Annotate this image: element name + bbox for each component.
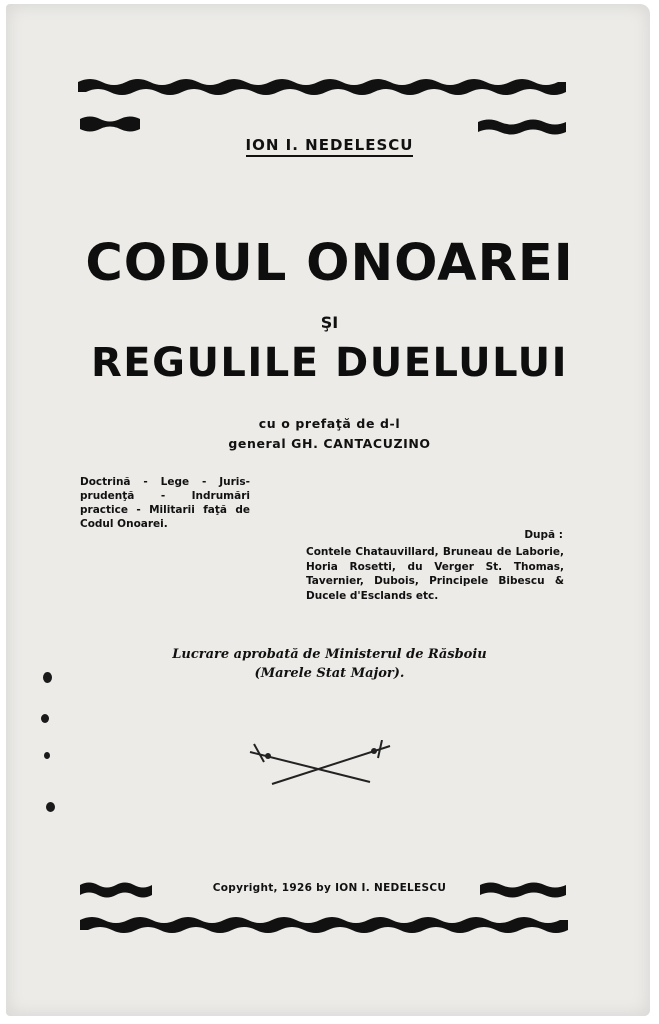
bottom-wave-border: [80, 914, 568, 936]
binding-hole: [46, 802, 55, 812]
sources-label: După :: [524, 529, 563, 541]
approval-line-1: Lucrare aprobată de Ministerul de Răsboiu: [172, 647, 487, 662]
top-left-wave: [80, 114, 140, 134]
preface-line-2: general GH. CANTACUZINO: [228, 436, 431, 451]
sources-list: Contele Chatauvillard, Bruneau de Laborie, Horia Rosetti, du Verger St. Thomas, Tavernier, Dubois, Principele Bibescu & Ducele d'Esclands etc.: [306, 546, 564, 602]
approval-line-2: (Marele Stat Major).: [254, 666, 405, 681]
doctrine-summary: Doctrină - Lege - Juris- prudenţă - Indrumări practice - Militarii faţă de Codul Onoarei.: [80, 476, 250, 530]
copyright-notice: Copyright, 1926 by ION I. NEDELESCU: [212, 882, 447, 894]
approval-note: [0, 645, 659, 683]
preface-credit: [0, 414, 659, 454]
title-line-2: REGULILE DUELULUI: [90, 340, 569, 386]
author-name: ION I. NEDELESCU: [0, 136, 659, 154]
binding-hole: [43, 672, 52, 683]
binding-hole: [41, 714, 49, 723]
title-conjunction: ŞI: [320, 313, 339, 332]
bottom-right-wave: [480, 880, 566, 900]
title-line-1: CODUL ONOAREI: [85, 234, 574, 293]
preface-line-1: cu o prefaţă de d-l: [258, 416, 401, 431]
crossed-swords-icon: [244, 740, 396, 788]
binding-hole: [44, 752, 50, 759]
top-right-wave: [478, 117, 566, 137]
top-wave-border: [78, 76, 566, 98]
